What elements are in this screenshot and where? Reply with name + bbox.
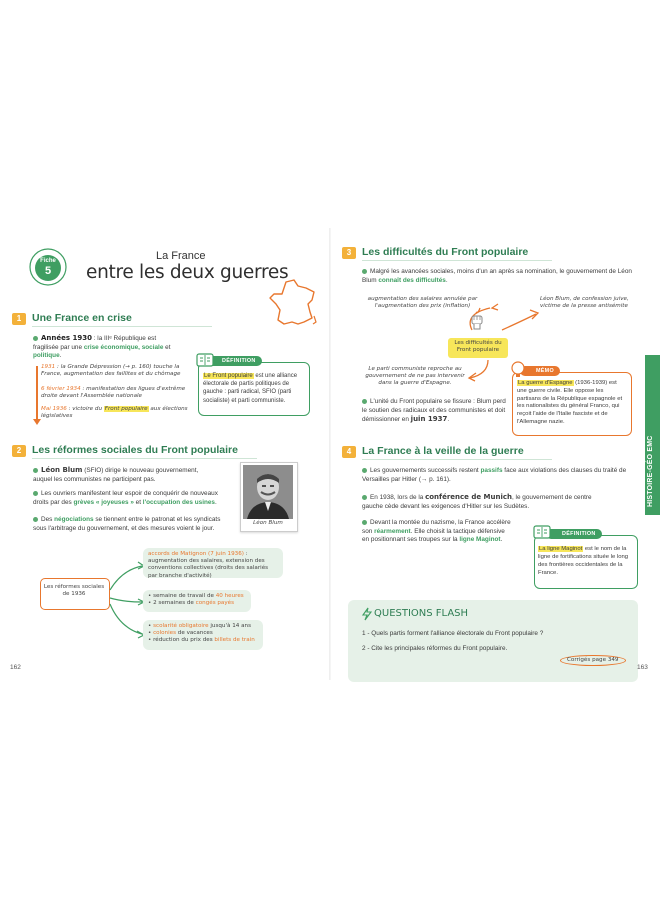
france-map-icon [268, 278, 320, 328]
bullet-icon [362, 269, 367, 274]
memo-body: (1936-1939) est une guerre civile. Elle oppose les partisans de la République espagnole et les nationalistes du général Franco, qui reçoit l'aide de l'Italie fasciste et de l'Allemagne nazie. [517, 380, 623, 425]
page-title-line1: La France [156, 250, 206, 262]
leon-blum-photo [243, 465, 293, 519]
section-4-title: La France à la veille de la guerre [362, 445, 524, 457]
bullet-icon [362, 495, 367, 500]
s3-paragraph-1 [362, 268, 632, 285]
page-number-left: 162 [10, 664, 21, 671]
reform-3c: jusqu'à 14 ans [208, 623, 252, 629]
s4-p3-a: Devant la montée du nazisme, la France accélère son [362, 519, 511, 535]
timeline-text-3a: : victoire du [66, 406, 104, 412]
s4-p3-c: . Elle choisit la tactique défensive en positionnant ses troupes sur la [362, 527, 505, 544]
s1-paragraph-1 [33, 335, 183, 361]
reform-3b: scolarité obligatoire [153, 623, 209, 629]
lightning-icon [360, 607, 374, 621]
s2-p2-text-e: . [215, 498, 217, 506]
memo-tag: MÉMO [520, 366, 560, 376]
section-1-number: 1 [12, 313, 26, 325]
definition-body-1: est une alliance électorale de partis politiques de gauche : parti radical, SFIO (parti socialiste) et parti communiste. [203, 373, 298, 404]
s4-paragraph-3 [362, 519, 512, 545]
timeline-date-2: 6 février 1934 [41, 386, 81, 392]
timeline-item-1 [41, 364, 191, 378]
page-number-right: 163 [637, 664, 648, 671]
timeline-text-2: : manifestation des ligues d'extrême droite devant l'Assemblée nationale [41, 386, 186, 400]
definition-text-2 [538, 545, 633, 577]
s3-p2-date: juin 1937 [410, 415, 448, 424]
reform-1-title: accords de Matignon (7 juin 1936) [148, 551, 244, 557]
section-3-title: Les difficultés du Front populaire [362, 246, 529, 258]
s2-p1-text: (SFIO) dirige le nouveau gouvernement, auquel les communistes ne participent pas. [33, 467, 199, 483]
reform-2d: congés payés [195, 600, 235, 607]
reform-3d: • [148, 630, 154, 637]
definition-tag-2: DÉFINITION [546, 529, 602, 539]
s4-p2-keyword: conférence de Munich [425, 493, 512, 501]
definition-tag-1: DÉFINITION [206, 356, 262, 366]
bullet-icon [362, 468, 367, 473]
s3-paragraph-2 [362, 398, 507, 425]
memo-keyword: La guerre d'Espagne [518, 380, 573, 386]
difficulty-right: Léon Blum, de confession juive, victime de la presse antisémite [540, 296, 629, 310]
s4-p3-e: . [500, 536, 503, 544]
reform-3e: colonies [153, 630, 177, 637]
s2-p1-name: Léon Blum [41, 466, 83, 474]
reform-2c: • 2 semaines de [148, 600, 196, 607]
reform-3-line-1 [148, 623, 258, 630]
fiche-badge [28, 247, 68, 287]
page-title-line2: entre les deux guerres [86, 262, 289, 283]
s2-p3-text-c: se tiennent entre le patronat et les syndicats sous l'arbitrage du gouvernement, et des mesures voient le jour. [33, 516, 221, 532]
reform-3-line-3 [148, 637, 258, 644]
s3-p1-text: Malgré les avancées sociales, moins d'un an après sa nomination, le gouvernement de Léon Blum [362, 268, 632, 284]
s1-p1-date: Années 1930 [41, 334, 92, 342]
s1-p1-keyword-1: crise économique, sociale [83, 343, 164, 351]
s1-p1-text: : la IIIᵉ République est fragilisée par une [33, 335, 157, 351]
s4-p1-end: face aux violations des clauses du traité de Versailles par Hitler (→ p. 161). [362, 467, 627, 483]
bullet-icon [33, 491, 38, 496]
timeline-item-3 [41, 406, 191, 420]
memo-text [517, 380, 627, 427]
fiche-label: Fiche [40, 258, 56, 264]
timeline-date-3: Mai 1936 [41, 406, 67, 412]
bullet-icon [33, 468, 38, 473]
difficulty-bottom: Le parti communiste reproche au gouvernement de ne pas intervenir dans la guerre d'Espagne. [365, 366, 465, 387]
section-4-underline [362, 459, 552, 460]
s2-p2-keyword-1: grèves « joyeuses » [73, 498, 134, 506]
difficulty-left: augmentation des salaires annulée par l'augmentation des prix (inflation) [367, 296, 478, 310]
reform-3g: • réduction du prix des [148, 637, 215, 644]
bullet-icon [362, 520, 367, 525]
book-icon [533, 524, 551, 540]
section-4-number: 4 [342, 446, 356, 458]
s2-paragraph-2 [33, 490, 228, 507]
s4-paragraph-1 [362, 467, 632, 484]
reform-3f: de vacances [176, 630, 213, 637]
definition-body-2: est le nom de la ligne de fortifications située le long des frontières occidentales de la France. [538, 546, 629, 576]
book-gutter [329, 228, 331, 680]
diagram-arrows [108, 556, 148, 652]
photo-caption: Léon Blum [253, 520, 283, 526]
lightbulb-icon [510, 361, 526, 379]
s4-p2-text: En 1938, lors de la [370, 494, 426, 501]
bullet-icon [33, 517, 38, 522]
section-3-underline [362, 260, 552, 261]
s2-paragraph-1 [33, 466, 218, 484]
s2-p3-keyword: négociations [54, 516, 94, 523]
timeline-text-3c: aux élections législatives [41, 406, 188, 420]
s1-p1-keyword-2: politique [33, 352, 60, 360]
timeline-date-1: 1931 [41, 364, 56, 370]
s4-paragraph-2 [362, 493, 602, 511]
s3-p1-keyword: connaît des difficultés [378, 276, 446, 284]
subject-sidebar-label: HISTOIRE-GÉO EMC [647, 435, 654, 507]
s2-p2-keyword-2: l'occupation des usines [142, 498, 215, 506]
s2-p2-text-c: et [133, 498, 143, 506]
s1-p1-and: et [163, 343, 171, 351]
s4-p3-keyword-1: réarmement [374, 527, 411, 535]
section-1-title: Une France en crise [32, 312, 132, 324]
s4-p1-text: Les gouvernements successifs restent [370, 467, 481, 474]
definition-keyword-2: La ligne Maginot [539, 546, 583, 552]
difficulty-center-label: Les difficultés du Front populaire [454, 340, 502, 354]
subject-sidebar-tab [645, 355, 660, 515]
fiche-number: 5 [44, 265, 52, 277]
timeline-text-3b: Front populaire [104, 406, 148, 412]
s3-p1-end: . [445, 276, 448, 284]
reform-2-line-2 [148, 600, 246, 607]
s2-p3-text-a: Des [41, 516, 55, 523]
raised-fist-icon [468, 312, 486, 330]
section-2-underline [32, 458, 257, 459]
flash-question-2: 2 - Cite les principales réformes du Front populaire. [362, 645, 508, 652]
section-2-title: Les réformes sociales du Front populaire [32, 444, 238, 456]
timeline-item-2 [41, 386, 191, 400]
timeline-text-1: : la Grande Dépression (→ p. 160) touche la France, augmentation des faillites et du chômage [41, 364, 181, 378]
diagram-center-label: Les réformes sociales de 1936 [43, 584, 105, 598]
s4-p1-keyword: passifs [480, 467, 503, 474]
s1-p1-end: . [59, 352, 62, 360]
definition-text-1 [203, 372, 305, 405]
reform-box-1 [143, 548, 283, 578]
book-icon [196, 352, 214, 368]
s3-p2-text: L'unité du Front populaire se fissure : Blum perd le soutien des radicaux et des communistes et doit démissionner en [362, 398, 506, 424]
bullet-icon [33, 336, 38, 341]
s2-p2-text-a: Les ouvriers manifestent leur espoir de conquérir de nouveaux droits par des [33, 490, 218, 506]
section-2-number: 2 [12, 445, 26, 457]
reform-1-text: : augmentation des salaires, extension des conventions collectives (droits des salariés par branche d'activité) [148, 551, 269, 579]
timeline-line [36, 366, 38, 422]
reform-box-2 [143, 590, 251, 612]
reform-3a: • [148, 623, 154, 629]
timeline-arrow-icon [33, 419, 41, 425]
s3-p2-end: . [447, 416, 450, 424]
s2-paragraph-3 [33, 516, 228, 533]
corriges-link[interactable]: Corrigés page 349 [560, 655, 626, 666]
definition-keyword-1: Le Front populaire [204, 373, 253, 379]
flash-question-1: 1 - Quels partis forment l'alliance électorale du Front populaire ? [362, 630, 544, 637]
reform-3h: billets de train [214, 637, 255, 644]
reform-box-3 [143, 620, 263, 650]
section-3-number: 3 [342, 247, 356, 259]
bullet-icon [362, 399, 367, 404]
questions-flash-title: QUESTIONS FLASH [374, 608, 469, 619]
reform-2a: • semaine de travail de [148, 593, 216, 599]
reform-2b: 40 heures [215, 593, 244, 599]
section-1-underline [32, 326, 212, 327]
s4-p3-keyword-2: ligne Maginot [459, 536, 501, 544]
s4-p2-end: , le gouvernement de centre gauche cède devant les exigences d'Hitler sur les Sudètes. [362, 494, 592, 510]
